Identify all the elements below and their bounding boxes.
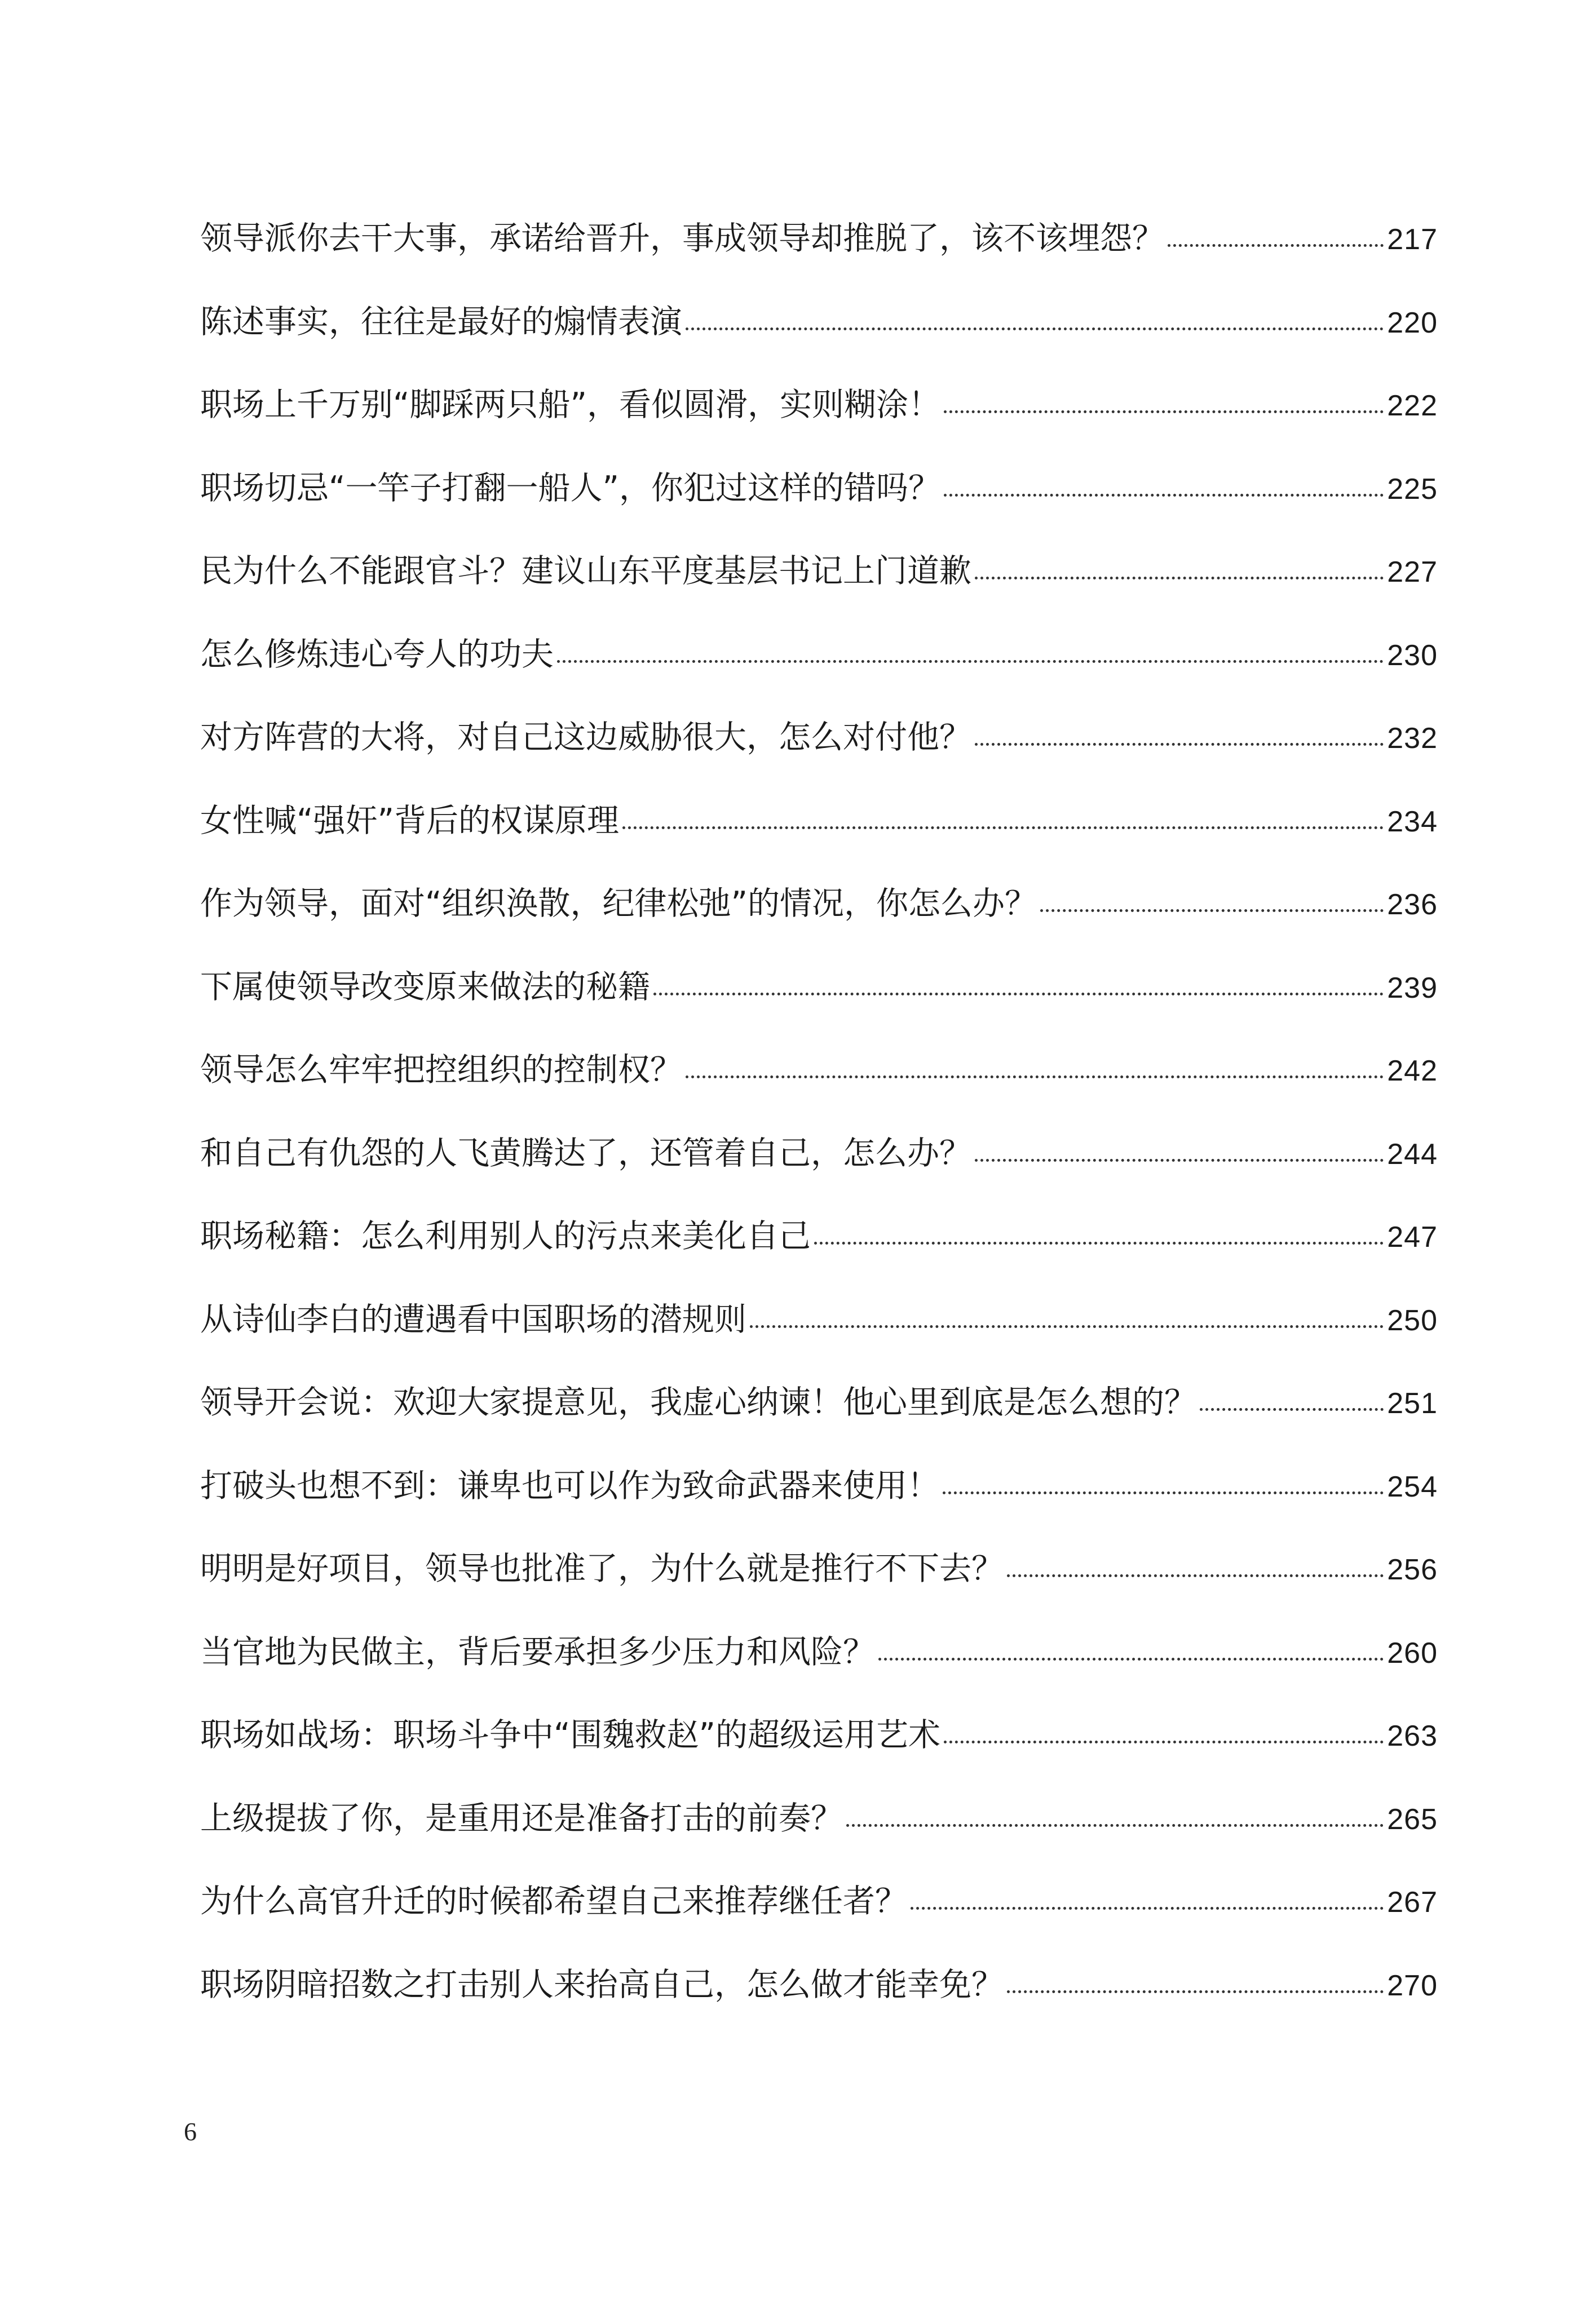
toc-entry [200, 968, 1438, 1055]
toc-dot-leader [750, 1325, 1384, 1328]
toc-entry-page: 230 [1387, 639, 1438, 672]
toc-entry-page: 227 [1387, 556, 1438, 588]
toc-entry [200, 1384, 1438, 1470]
toc-entry-title: 对方阵营的大将，对自己这边威胁很大，怎么对付他？ [200, 719, 971, 756]
toc-entry [200, 1220, 1438, 1304]
toc-entry [200, 386, 1438, 472]
toc-entry-page: 265 [1387, 1803, 1438, 1836]
toc-entry-title: 打破头也想不到：谦卑也可以作为致命武器来使用！ [200, 1467, 939, 1504]
toc-entry-page: 236 [1387, 888, 1438, 921]
toc-dot-leader [944, 1741, 1384, 1743]
toc-dot-leader [1007, 1574, 1384, 1577]
toc-entry-title: 职场阴暗招数之打击别人来抬高自己，怎么做才能幸免？ [200, 1966, 1004, 2003]
toc-entry-page: 254 [1387, 1470, 1438, 1503]
toc-entry [200, 1799, 1438, 1886]
toc-entry-title: 职场上千万别“脚踩两只船”，看似圆滑，实则糊涂！ [200, 386, 941, 423]
toc-entry [200, 1051, 1438, 1137]
toc-entry [200, 1467, 1438, 1553]
toc-entry [200, 721, 1438, 805]
toc-entry [200, 885, 1438, 971]
toc-entry [200, 220, 1438, 306]
toc-dot-leader [1200, 1408, 1384, 1411]
toc-entry-title: 职场秘籍：怎么利用别人的污点来美化自己 [200, 1218, 811, 1255]
toc-entry-title: 领导怎么牢牢把控组织的控制权？ [200, 1051, 682, 1088]
toc-dot-leader [911, 1907, 1384, 1910]
toc-dot-leader [943, 1491, 1384, 1494]
toc-entry [200, 1966, 1438, 2052]
toc-entry-title: 女性喊“强奸”背后的权谋原理 [200, 802, 620, 839]
toc-entry-title: 陈述事实，往往是最好的煽情表演 [200, 303, 682, 340]
toc-entry-page: 239 [1387, 971, 1438, 1004]
toc-entry-title: 民为什么不能跟官斗？建议山东平度基层书记上门道歉 [200, 552, 971, 590]
toc-entry-page: 270 [1387, 1969, 1438, 2002]
toc-entry-page: 232 [1387, 722, 1438, 755]
toc-entry-title: 明明是好项目，领导也批准了，为什么就是推行不下去？ [200, 1550, 1004, 1587]
toc-entry-title: 和自己有仇怨的人飞黄腾达了，还管着自己，怎么办？ [200, 1134, 971, 1172]
toc-dot-leader [686, 1075, 1384, 1078]
toc-entry-title: 领导开会说：欢迎大家提意见，我虚心纳谏！他心里到底是怎么想的？ [200, 1384, 1196, 1421]
toc-entry [200, 303, 1438, 389]
toc-entry-page: 244 [1387, 1137, 1438, 1171]
toc-dot-leader [653, 993, 1384, 995]
toc-dot-leader [975, 1159, 1384, 1162]
toc-entry-page: 260 [1387, 1636, 1438, 1670]
toc-entry [200, 635, 1438, 722]
toc-entry-page: 242 [1387, 1055, 1438, 1087]
toc-entry [200, 552, 1438, 639]
toc-dot-leader [975, 577, 1384, 579]
toc-dot-leader [975, 743, 1384, 746]
toc-entry [200, 1550, 1438, 1636]
toc-entry-page: 247 [1387, 1221, 1438, 1254]
toc-entry-title: 职场切忌“一竿子打翻一船人”，你犯过这样的错吗？ [200, 469, 941, 507]
toc-entry-title: 怎么修炼违心夸人的功夫 [200, 635, 554, 673]
toc-entry-page: 234 [1387, 805, 1438, 838]
toc-dot-leader [944, 494, 1384, 497]
toc-entry [200, 1716, 1438, 1803]
toc-entry-title: 为什么高官升迁的时候都希望自己来推荐继任者？ [200, 1883, 907, 1920]
toc-entry-title: 从诗仙李白的遭遇看中国职场的潜规则 [200, 1300, 746, 1338]
toc-entry-page: 267 [1387, 1886, 1438, 1919]
toc-dot-leader [1040, 909, 1384, 912]
page-number: 6 [184, 2117, 197, 2146]
toc-entry [200, 1300, 1438, 1387]
toc-entry [200, 1885, 1438, 1969]
toc-entry-page: 250 [1387, 1304, 1438, 1337]
toc-entry [200, 802, 1438, 888]
toc-dot-leader [557, 660, 1384, 663]
toc-dot-leader [622, 826, 1384, 829]
toc-entry-title: 下属使领导改变原来做法的秘籍 [200, 968, 650, 1006]
toc-entry-page: 220 [1387, 306, 1438, 339]
toc-entry-page: 263 [1387, 1720, 1438, 1752]
toc-entry [200, 469, 1438, 556]
toc-entry-page: 256 [1387, 1553, 1438, 1586]
toc-entry-title: 领导派你去干大事，承诺给晋升，事成领导却推脱了，该不该埋怨？ [200, 220, 1164, 257]
toc-entry-page: 251 [1387, 1387, 1438, 1420]
toc-dot-leader [1168, 244, 1384, 247]
toc-entry-page: 217 [1387, 223, 1438, 256]
toc-dot-leader [878, 1658, 1384, 1661]
toc-entry-title: 职场如战场：职场斗争中“围魏救赵”的超级运用艺术 [200, 1716, 941, 1754]
toc-entry-page: 222 [1387, 389, 1438, 422]
toc-dot-leader [686, 327, 1384, 330]
toc-dot-leader [814, 1242, 1384, 1245]
toc-entry-title: 上级提拔了你，是重用还是准备打击的前奏？ [200, 1799, 843, 1837]
toc-dot-leader [944, 410, 1384, 413]
toc-entry-title: 作为领导，面对“组织涣散，纪律松弛”的情况，你怎么办？ [200, 885, 1037, 922]
toc-dot-leader [1007, 1990, 1384, 1993]
table-of-contents [200, 220, 1438, 2052]
toc-entry-page: 225 [1387, 472, 1438, 506]
toc-entry [200, 1633, 1438, 1720]
toc-dot-leader [846, 1824, 1384, 1827]
toc-entry-title: 当官地为民做主，背后要承担多少压力和风险？ [200, 1633, 875, 1671]
toc-entry [200, 1134, 1438, 1221]
